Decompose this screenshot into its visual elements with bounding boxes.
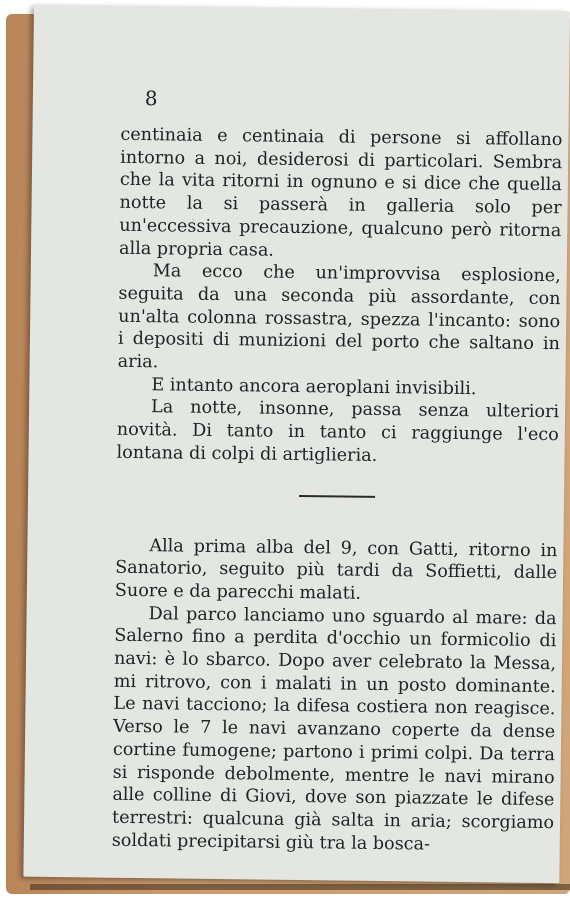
- paragraph-continuation: centinaia e centinaia di persone si affollano intorno a noi, desiderosi di particolari. Sembra che la vita ritorni in ognuno e si dice che quella notte la si passerà in galleria solo per un'eccessiva precauzione, qualcuno però ritorna alla propria casa.: [118, 124, 563, 261]
- cover-edge-shadow: [30, 884, 570, 890]
- paragraph-dawn: Alla prima alba del 9, con Gatti, ritorno in Sanatorio, seguito più tardi da Soffietti, dalle Suore e da parecchi malati.: [114, 535, 558, 604]
- page-number: 8: [144, 86, 158, 111]
- paragraph-landing: Dal parco lanciamo uno sguardo al mare: da Salerno fino a perdita d'occhio un formicolio di navi: è lo sbarco. Dopo aver celebrato la Messa, mi ritrovo, con i malati in un posto dominante. Le navi tacciono; la difesa costiera non reagisce. Verso le 7 le navi avanzano coperte da dense cortine fumogene; partono i primi colpi. Da terra si risponde debolmente, mentre le navi mirano alle colline di Giovi, dove son piazzate le difese terrestri: qualcuna già salta in aria; scorgiamo soldati precipitarsi giù tra la bosca-: [111, 603, 557, 855]
- paragraph-aeroplanes: E intanto ancora aeroplani invisibili.: [151, 374, 477, 399]
- paragraph-night: La notte, insonne, passa senza ulteriori novità. Di tanto in tanto ci raggiunge l'eco lontana di colpi di artiglieria.: [116, 397, 560, 466]
- section-separator: [299, 495, 375, 498]
- page-text: [112, 124, 563, 858]
- book-page: [23, 5, 570, 883]
- paragraph-explosion: Ma ecco che un'improvvisa esplosione, seguita da una seconda più assordante, con un'alta colonna rossastra, spezza l'incanto: sono i depositi di munizioni del porto che saltano in aria.: [117, 261, 561, 373]
